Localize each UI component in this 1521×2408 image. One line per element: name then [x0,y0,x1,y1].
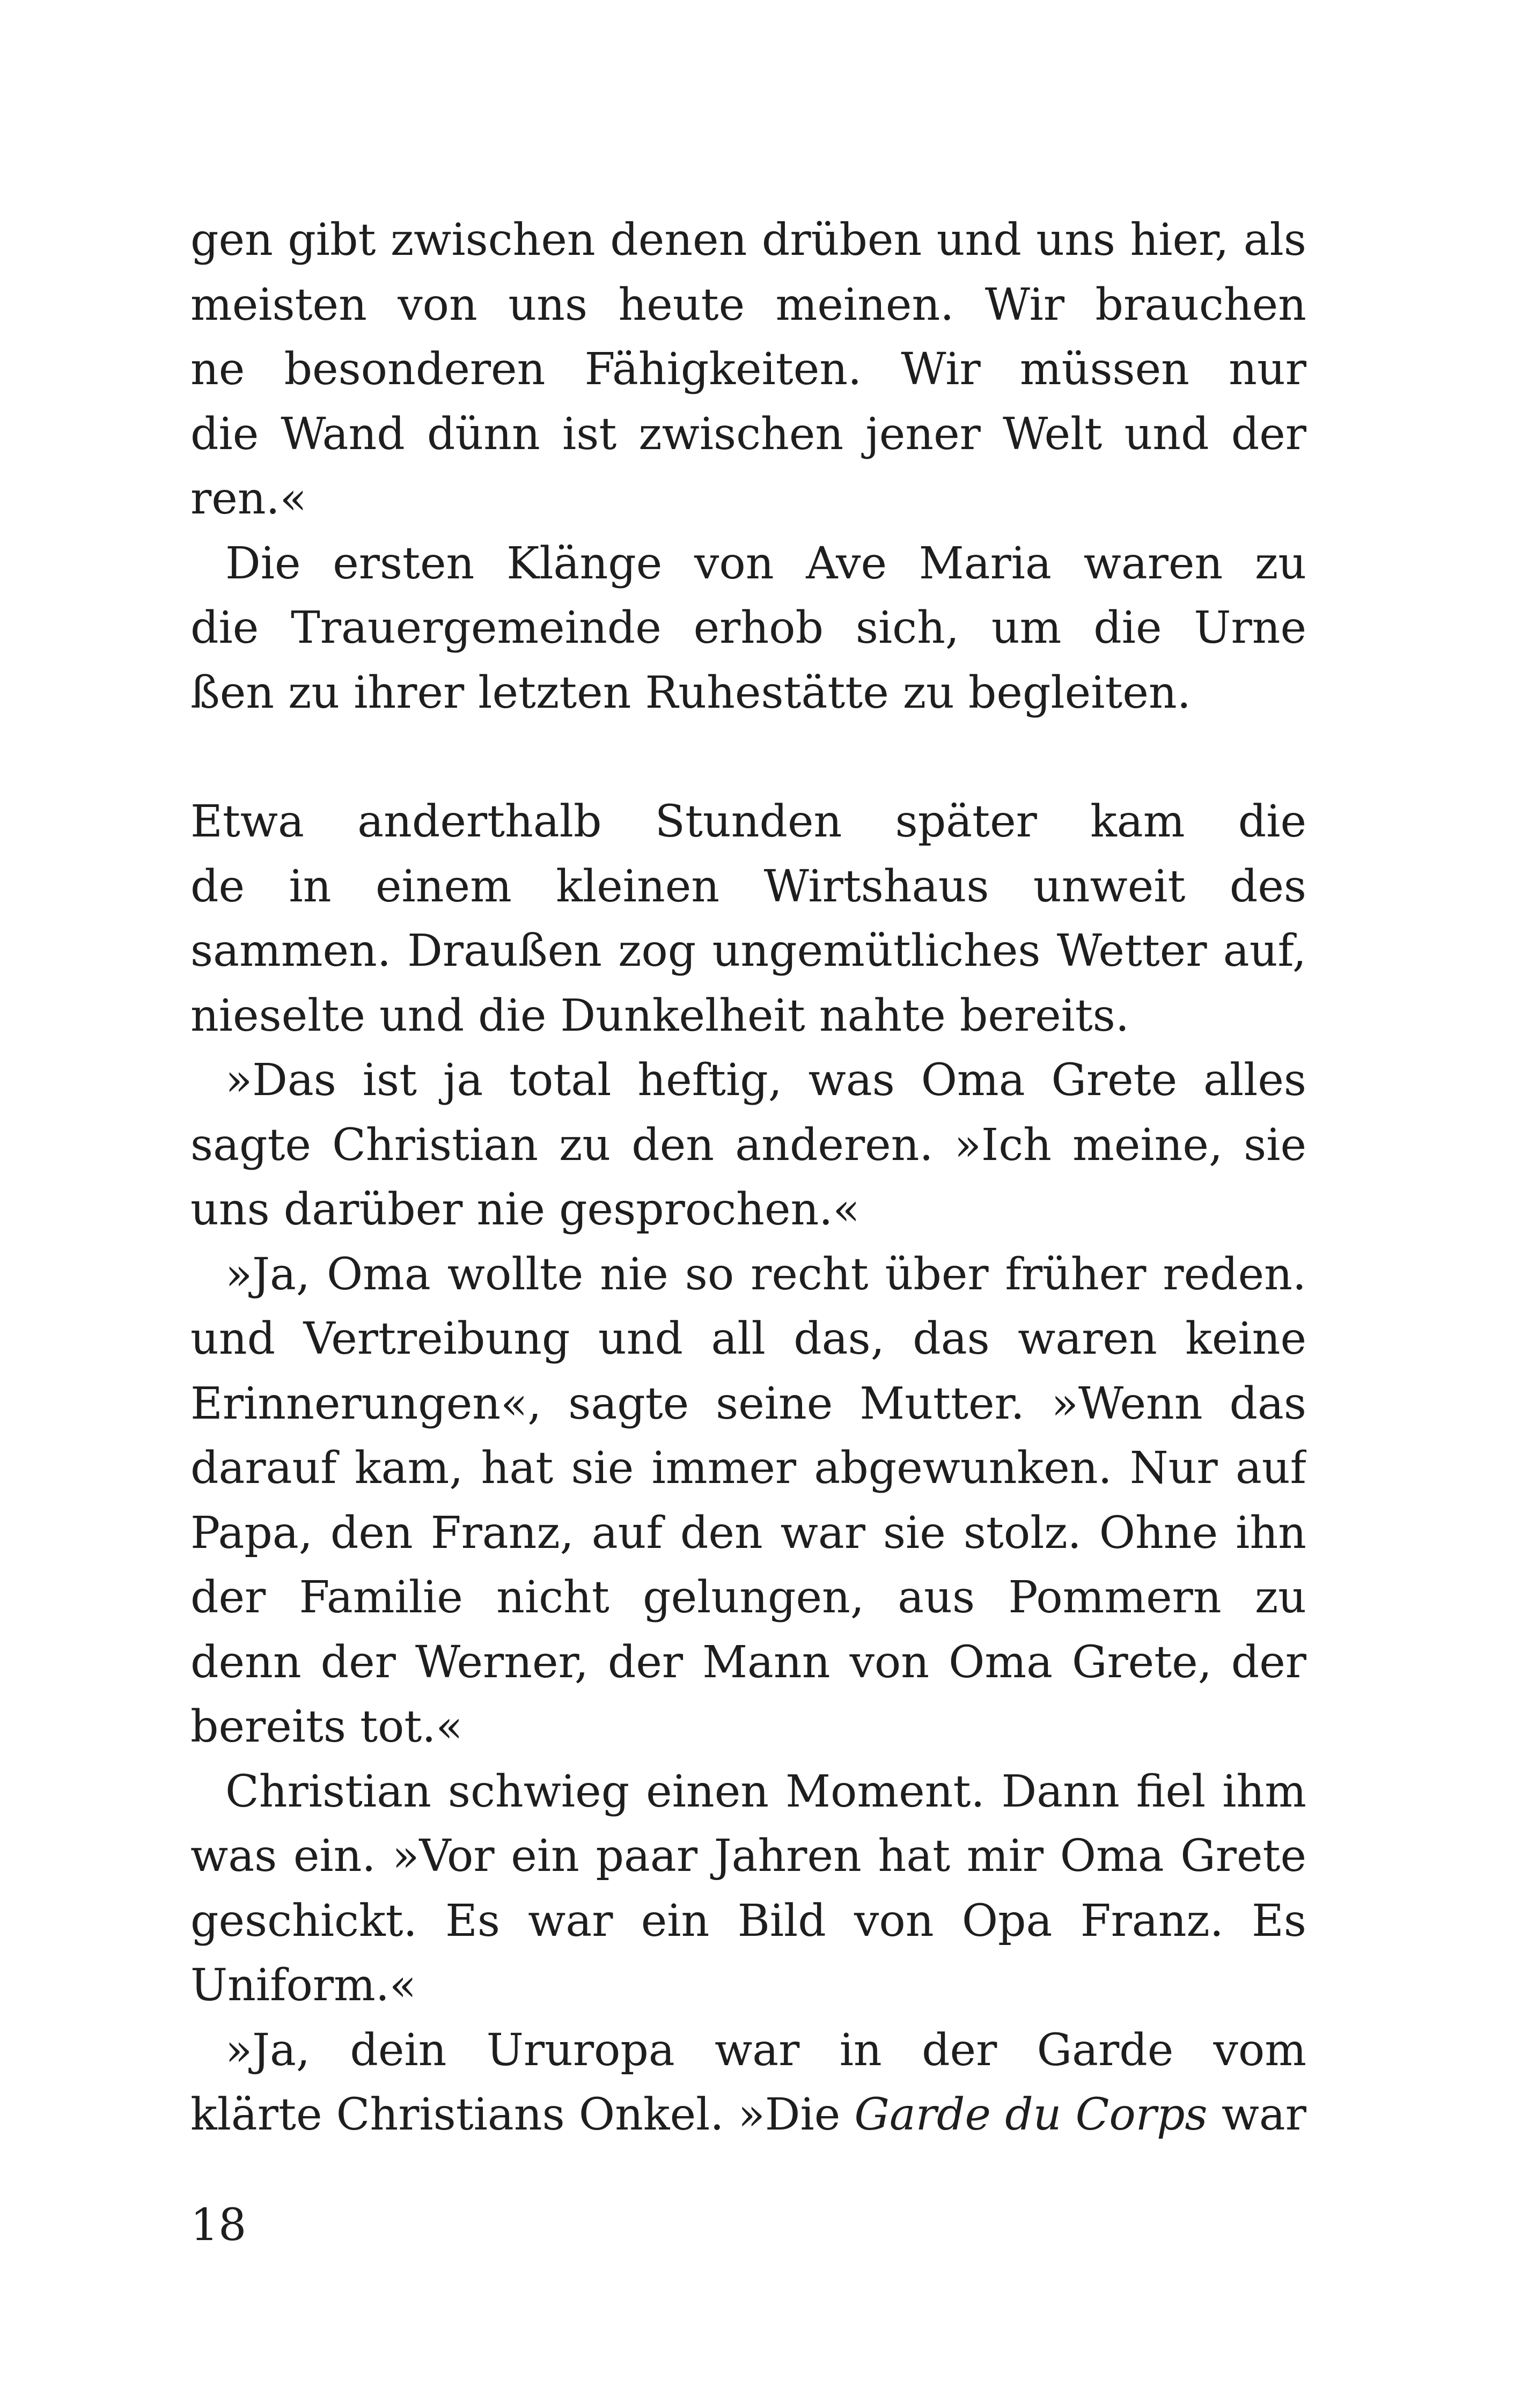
text-line: Erinnerungen«, sagte seine Mutter. »Wenn das [190,1378,1306,1429]
text-line: »Das ist ja total heftig, was Oma Grete alles [225,1055,1306,1106]
text-line: darauf kam, hat sie immer abgewunken. Nur auf [190,1443,1306,1494]
text-line: »Ja, Oma wollte nie so recht über früher reden. [225,1249,1306,1300]
paragraph-block-funeral [190,208,1306,725]
text-line: die Trauergemeinde erhob sich, um die Urne [190,603,1306,654]
text-line: denn der Werner, der Mann von Oma Grete, der [190,1636,1306,1688]
text-line: ren.« [190,473,307,524]
text-line: geschickt. Es war ein Bild von Opa Franz. Es [190,1895,1306,1947]
text-line: die Wand dünn ist zwischen jener Welt und der [190,408,1306,460]
text-segment: war [1221,2089,1306,2140]
text-line: uns darüber nie gesprochen.« [190,1184,860,1235]
text-line: meisten von uns heute meinen. Wir brauchen [190,279,1306,331]
text-line: bereits tot.« [190,1701,463,1752]
text-line: »Ja, dein Ururopa war in der Garde vom [225,2024,1306,2076]
text-line: der Familie nicht gelungen, aus Pommern zu [190,1572,1306,1623]
italic-term-garde-du-corps: Garde du Corps [854,2089,1208,2140]
text-line: de in einem kleinen Wirtshaus unweit des [190,861,1306,912]
text-line: ßen zu ihrer letzten Ruhestätte zu begleiten. [190,667,1191,718]
paragraph-block-inn [190,790,1306,2148]
text-segment: klärte Christians Onkel. »Die [190,2089,855,2140]
text-line: nieselte und die Dunkelheit nahte bereits. [190,990,1129,1041]
text-line: was ein. »Vor ein paar Jahren hat mir Oma Grete [190,1831,1306,1882]
text-line: Die ersten Klänge von Ave Maria waren zu [225,538,1306,589]
text-line: und Vertreibung und all das, das waren keine [190,1313,1306,1364]
text-line-with-italic [190,2083,1306,2148]
text-line: sammen. Draußen zog ungemütliches Wetter auf, [190,926,1306,977]
text-line: Uniform.« [190,1960,417,2011]
text-line: sagte Christian zu den anderen. »Ich meine, sie [190,1119,1306,1171]
text-line: Papa, den Franz, auf den war sie stolz. Ohne ihn [190,1507,1306,1559]
text-line: ne besonderen Fähigkeiten. Wir müssen nur [190,344,1306,395]
text-line: Etwa anderthalb Stunden später kam die [190,796,1306,847]
page-number: 18 [190,2200,247,2251]
text-line: Christian schwieg einen Moment. Dann fiel ihm [225,1766,1306,1817]
text-line: gen gibt zwischen denen drüben und uns hier, als [190,215,1306,266]
